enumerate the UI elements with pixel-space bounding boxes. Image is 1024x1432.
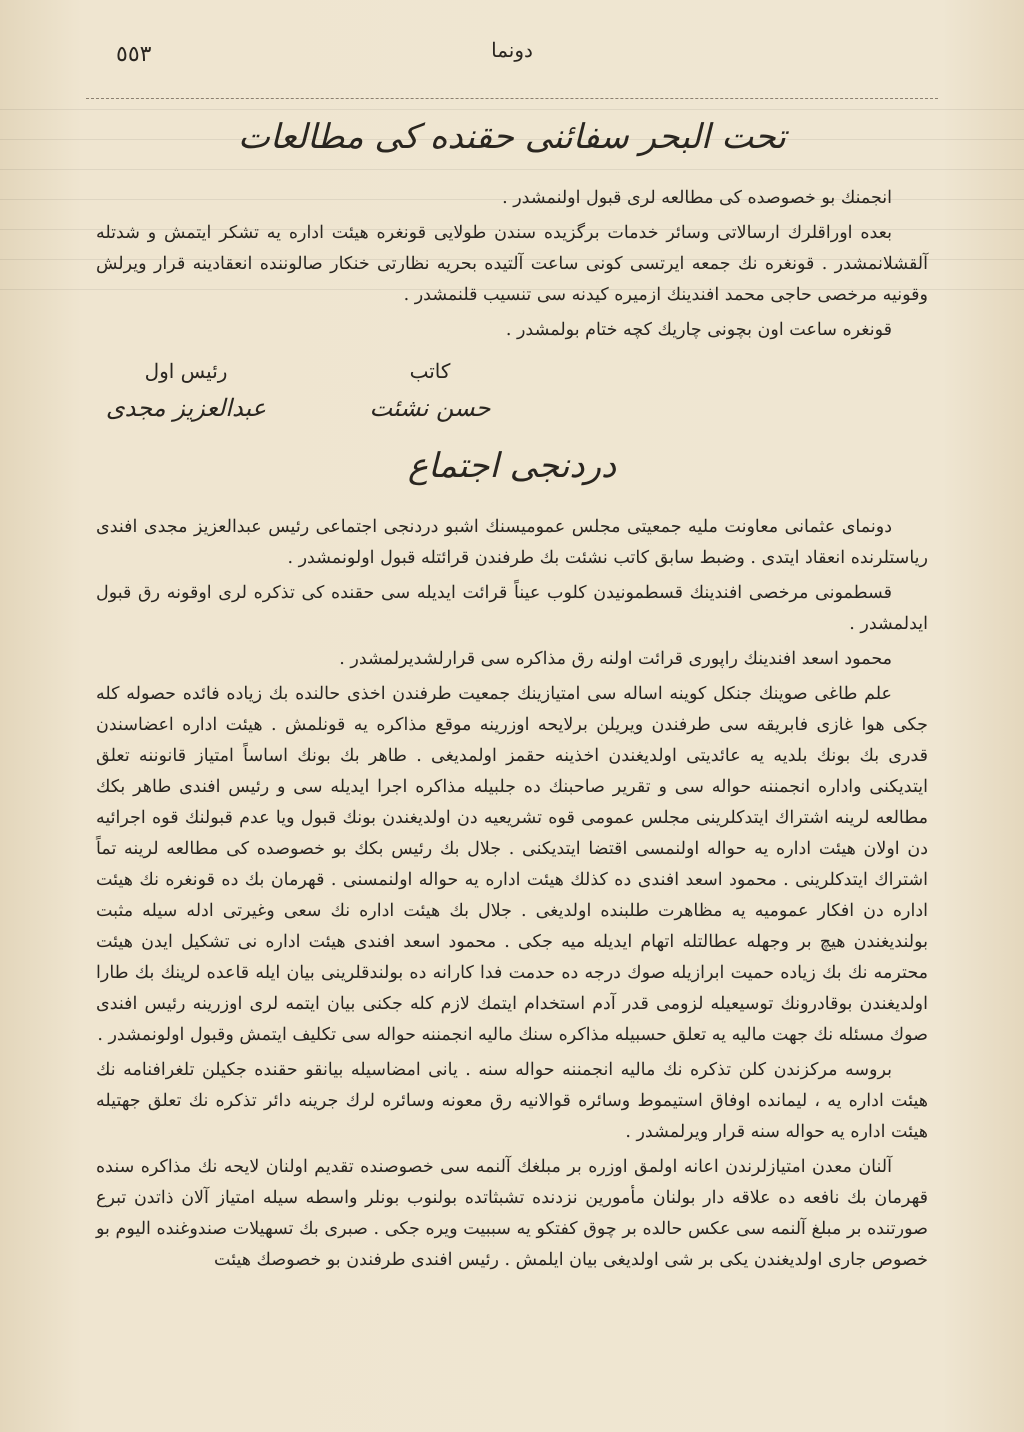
section-heading: تحت البحر سفائنی حقنده کی مطالعات (238, 117, 786, 157)
section-heading: دردنجی اجتماع (407, 446, 617, 486)
paragraph: انجمنك بو خصوصده کی مطالعه لری قبول اولنمشدر . (502, 188, 892, 208)
section-submarine-studies (96, 117, 928, 428)
page-number: ٥٥٣ (116, 42, 152, 67)
paragraph: محمود اسعد افندینك راپوری قرائت اولنه رق مذاکره سی قرارلشدیرلمشدر . (339, 649, 892, 669)
signatures (96, 354, 868, 428)
paragraph: دونمای عثمانی معاونت ملیه جمعیتی مجلس عمومیسنك اشبو دردنجی اجتماعی رئیس عبدالعزیز مجدی افندی ریاستلرنده انعقاد ایتدی . وضبط سابق کاتب نشئت بك طرفندن قرائتله قبول اولونمشدر . (96, 517, 928, 568)
paragraph: علم طاغی صوینك جنکل کوینه اساله سی امتیازینك جمعیت طرفندن اخذی حالنده بك زیاده فائده حصوله کله جکی هوا غازی فابریقه سی طرفندن ویریلن برلایحه اوزرینه موقع مذاکره یه قونلمش . هیئت اداره اعضاسندن قدری بك بونك بلدیه یه عائدیتی اولدیغندن اخذینه حقمز اولمدیغی . طاهر بك بونك اساساً امتیاز قانوننه تعلق ایتدیکنی واداره انجمننه حواله سی و تقریر صاحبنك ده جلبیله مذاکره اجرا ایدیله سی و رئیس افندی طاهر بکك مطالعه لرینه اشتراك ایتدکلرینی مجلس عمومی قوه تشریعیه دن اولدیغندن بونك قبول ویا عدم قبولنك قوه اجرائیه دن اولان هیئت اداره یه حواله اولنمسی اقتضا ایتدیکنی . جلال بك رئیس بکك بو خصوصده کی مطالعه لرینه تماً اشتراك ایتدکلرینی . محمود اسعد افندی ده کذلك هیئت اداره یه حواله اولنمسنی . قهرمان بك ده قونغره نك هیئت اداره دن افکار عمومیه یه مظاهرت طلبنده اولدیغی . جلال بك هیئت اداره نك سعی وغیرتی ادله سیله مثبت بولندیغندن هیچ بر وجهله عطالتله اتهام ایدیله میه جکی . محمود اسعد افندی هیئت اداره نی تشکیل ایدن هیئت محترمه نك بك زیاده حمیت ابرازیله صوك درجه ده حدمت فدا کارانه ده بولندقلرینی بیان ایله قاعده لرینك بك طارا اولدیغندن بوقادرونك توسیعیله لزومی قدر آدم استخدام ایتمك لازم کله جکنی بیان ایتمه لری اوزرینه رئیس افندی صوك مسئله نك جهت مالیه یه تعلق حسبیله مذاکره سنك مالیه انجمننه حواله سی تکلیف ایتمش وقبول اولونمشدر . (96, 684, 928, 1045)
signature-role: کاتب (409, 359, 451, 383)
paragraph: قونغره ساعت اون بچونی چاریك کچه ختام بولمشدر . (505, 320, 892, 340)
page-header (96, 28, 928, 68)
signature-name: حسن نشئت (369, 394, 491, 422)
section-fourth-meeting (96, 446, 928, 1276)
paragraph: بروسه مرکزندن کلن تذکره نك مالیه انجمننه حواله سنه . یانی امضاسیله بیانقو حقنده جکیلن تلغرافنامه نك هیئت اداره یه ، لیمانده اوفاق استیموط وسائره قوالانیه رق معونه وسائره لرك جرینه دائر تذکره نك تعلق جهتیله هیئت اداره یه حواله سنه قرار ویرلمشدر . (96, 1060, 928, 1142)
signature-president (96, 354, 276, 428)
signature-name: عبدالعزیز مجدی (105, 394, 267, 422)
paragraph: قسطمونی مرخصی افندینك قسطمونیدن کلوب عیناً قرائت ایدیله سی حقنده کی تذکره لری اوقونه رق قبول ایدلمشدر . (96, 583, 928, 634)
running-title: دونما (491, 38, 533, 62)
signature-role: رئیس اول (144, 359, 228, 383)
signature-secretary (340, 354, 520, 428)
paragraph: بعده اوراقلرك ارسالاتی وسائر خدمات برگزیده سندن طولایی قونغره هیئت اداره یه تشکر ایتمش و شدتله آلقشلانمشدر . قونغره نك جمعه ایرتسی کونی ساعت آلتیده بحریه نظارتی خنکار صالوننده انعقادینه قرار ویرلش وقونیه مرخصی حاجی محمد افندینك ازمیره کیدنه سی تنسیب قلنمشدر . (96, 223, 928, 305)
paragraph: آلنان معدن امتیازلرندن اعانه اولمق اوزره بر مبلغك آلنمه سی خصوصنده تقدیم اولنان لایحه نك مذاکره سنده قهرمان بك نافعه ده علاقه دار بولنان مأمورین نزدنده تشبثاتده بولنوب بونلر واسطه سیله امتیاز آلان ذاتدن تبرع صورتنده بر مبلغ آلنمه سی عکس حالده بر چوق کفتکو یه سببیت ویره جکی . صبری بك تسهیلات صندوغنده الیوم بو خصوص جاری اولدیغندن یکی بر شی اولدیغی بیان ایلمش . رئیس افندی طرفندن بو خصوصك هیئت (96, 1157, 928, 1270)
header-rule (86, 98, 938, 99)
